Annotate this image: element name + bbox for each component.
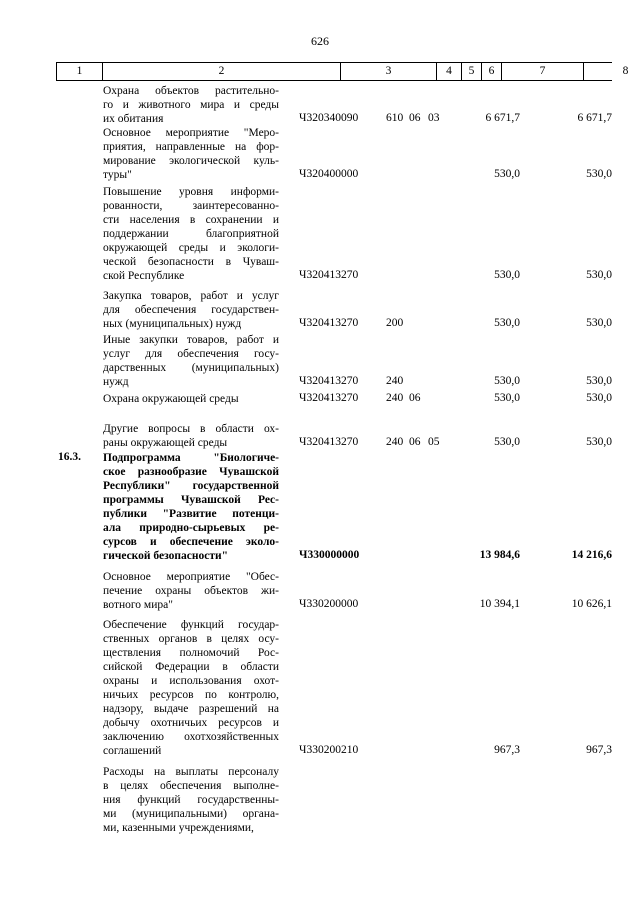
row-name-line: Основное мероприятие "Меро- bbox=[103, 127, 279, 139]
expense-type: 610 bbox=[386, 112, 404, 124]
row-name-line: рованности, заинтересованно- bbox=[103, 200, 279, 212]
row-name-line: дарственных (муниципальных) bbox=[103, 362, 279, 374]
row-name-line: в целях обеспечения выполне- bbox=[103, 780, 279, 792]
column-header-3: 3 bbox=[340, 63, 436, 80]
column-header-2: 2 bbox=[102, 63, 340, 80]
row-name-line: Закупка товаров, работ и услуг bbox=[103, 290, 279, 302]
budget-code: Ч330200000 bbox=[299, 598, 359, 610]
amount-col8: 10 626,1 bbox=[571, 598, 612, 610]
amount-col8: 967,3 bbox=[586, 744, 612, 756]
amount-col7: 13 984,6 bbox=[479, 549, 520, 561]
row-name-line: надзору, выдаче разрешений на bbox=[103, 703, 279, 715]
column-header-8: 8 bbox=[583, 63, 640, 80]
row-name-line: Обеспечение функций государ- bbox=[103, 619, 279, 631]
amount-col7: 10 394,1 bbox=[479, 598, 520, 610]
amount-col8: 530,0 bbox=[586, 392, 612, 404]
budget-code: Ч320340090 bbox=[299, 112, 359, 124]
table-header bbox=[56, 62, 629, 81]
row-name-line: ала природно-сырьевых ре- bbox=[103, 522, 279, 534]
amount-col8: 530,0 bbox=[586, 269, 612, 281]
row-name-line: раны окружающей среды bbox=[103, 437, 228, 449]
budget-code: Ч320413270 bbox=[299, 317, 359, 329]
row-name-line: соглашений bbox=[103, 745, 162, 757]
budget-code: Ч320413270 bbox=[299, 436, 359, 448]
amount-col7: 530,0 bbox=[494, 375, 520, 387]
row-name-line: ничьих ресурсов по контролю, bbox=[103, 689, 279, 701]
row-name-line: окружающей среды и экологи- bbox=[103, 242, 279, 254]
column-header-4: 4 bbox=[436, 63, 461, 80]
row-name-line: охраны и использования охот- bbox=[103, 675, 279, 687]
amount-col8: 530,0 bbox=[586, 375, 612, 387]
row-name bbox=[103, 185, 279, 283]
row-name-line: добычу охотничьих ресурсов и bbox=[103, 717, 279, 729]
row-name bbox=[103, 570, 279, 612]
column-header-1: 1 bbox=[56, 63, 102, 80]
row-name-line: ществления полномочий Рос- bbox=[103, 647, 279, 659]
row-name bbox=[103, 451, 279, 563]
amount-col7: 6 671,7 bbox=[485, 112, 520, 124]
amount-col8: 6 671,7 bbox=[577, 112, 612, 124]
page-number: 626 bbox=[311, 34, 329, 48]
expense-type: 200 bbox=[386, 317, 404, 329]
amount-col7: 530,0 bbox=[494, 392, 520, 404]
row-name-line: услуг для обеспечения госу- bbox=[103, 348, 279, 360]
row-name-line: Основное мероприятие "Обес- bbox=[103, 571, 279, 583]
row-name-line: Повышение уровня информи- bbox=[103, 186, 279, 198]
row-name bbox=[103, 84, 279, 126]
row-name-line: поддержании благоприятной bbox=[103, 228, 279, 240]
row-name-line: Республики" государственной bbox=[103, 480, 279, 492]
row-name-line: программы Чувашской Рес- bbox=[103, 494, 279, 506]
amount-col7: 530,0 bbox=[494, 168, 520, 180]
budget-code: Ч320400000 bbox=[299, 168, 359, 180]
row-name-line: ственных органов в целях осу- bbox=[103, 633, 279, 645]
expense-type: 240 bbox=[386, 436, 404, 448]
row-name bbox=[103, 126, 279, 182]
amount-col7: 530,0 bbox=[494, 317, 520, 329]
section-code: 06 bbox=[409, 112, 421, 124]
row-name-line: Охрана объектов растительно- bbox=[103, 85, 279, 97]
budget-code: Ч320413270 bbox=[299, 375, 359, 387]
row-name-line: ми, казенными учреждениями, bbox=[103, 822, 254, 834]
row-name-line: Подпрограмма "Биологиче- bbox=[103, 452, 279, 464]
row-name-line: ской Республике bbox=[103, 270, 185, 282]
row-name-line: для обеспечения государствен- bbox=[103, 304, 279, 316]
subsection-code: 03 bbox=[428, 112, 440, 124]
row-name-line: ское разнообразие Чувашской bbox=[103, 466, 279, 478]
budget-code: Ч320413270 bbox=[299, 392, 359, 404]
row-name-line: ческой безопасности в Чуваш- bbox=[103, 256, 279, 268]
amount-col7: 967,3 bbox=[494, 744, 520, 756]
column-header-6: 6 bbox=[481, 63, 501, 80]
amount-col8: 530,0 bbox=[586, 168, 612, 180]
subsection-code: 05 bbox=[428, 436, 440, 448]
row-name bbox=[103, 765, 279, 835]
row-name-line: заключению охотхозяйственных bbox=[103, 731, 279, 743]
row-name-line: мирование экологической куль- bbox=[103, 155, 279, 167]
row-name bbox=[103, 392, 279, 406]
row-name bbox=[103, 289, 279, 331]
row-name-line: сурсов и обеспечение эколо- bbox=[103, 536, 279, 548]
expense-type: 240 bbox=[386, 392, 404, 404]
section-code: 06 bbox=[409, 392, 421, 404]
expense-type: 240 bbox=[386, 375, 404, 387]
budget-code: Ч330000000 bbox=[299, 549, 360, 561]
row-name-line: го и животного мира и среды bbox=[103, 99, 279, 111]
amount-col7: 530,0 bbox=[494, 269, 520, 281]
row-name-line: туры" bbox=[103, 169, 132, 181]
row-name-line: нужд bbox=[103, 376, 129, 388]
row-name-line: ных (муниципальных) нужд bbox=[103, 318, 242, 330]
row-name bbox=[103, 333, 279, 389]
row-name-line: гической безопасности" bbox=[103, 550, 229, 562]
column-header-5: 5 bbox=[461, 63, 481, 80]
section-code: 06 bbox=[409, 436, 421, 448]
row-name-line: приятия, направленные на фор- bbox=[103, 141, 279, 153]
section-number: 16.3. bbox=[58, 451, 81, 463]
budget-code: Ч330200210 bbox=[299, 744, 359, 756]
row-name-line: их обитания bbox=[103, 113, 164, 125]
row-name-line: Другие вопросы в области ох- bbox=[103, 423, 279, 435]
row-name-line: сийской Федерации в области bbox=[103, 661, 279, 673]
budget-code: Ч320413270 bbox=[299, 269, 359, 281]
amount-col8: 530,0 bbox=[586, 436, 612, 448]
row-name-line: сти населения в сохранении и bbox=[103, 214, 279, 226]
amount-col8: 530,0 bbox=[586, 317, 612, 329]
row-name-line: ми (муниципальными) органа- bbox=[103, 808, 279, 820]
row-name bbox=[103, 422, 279, 450]
row-name-line: Расходы на выплаты персоналу bbox=[103, 766, 279, 778]
row-name-line: вотного мира" bbox=[103, 599, 173, 611]
row-name-line: печение охраны объектов жи- bbox=[103, 585, 279, 597]
row-name bbox=[103, 618, 279, 758]
amount-col8: 14 216,6 bbox=[571, 549, 612, 561]
row-name-line: ния функций государственны- bbox=[103, 794, 279, 806]
row-name-line: публики "Развитие потенци- bbox=[103, 508, 279, 520]
row-name-line: Иные закупки товаров, работ и bbox=[103, 334, 279, 346]
amount-col7: 530,0 bbox=[494, 436, 520, 448]
row-name-line: Охрана окружающей среды bbox=[103, 393, 239, 405]
column-header-7: 7 bbox=[501, 63, 583, 80]
